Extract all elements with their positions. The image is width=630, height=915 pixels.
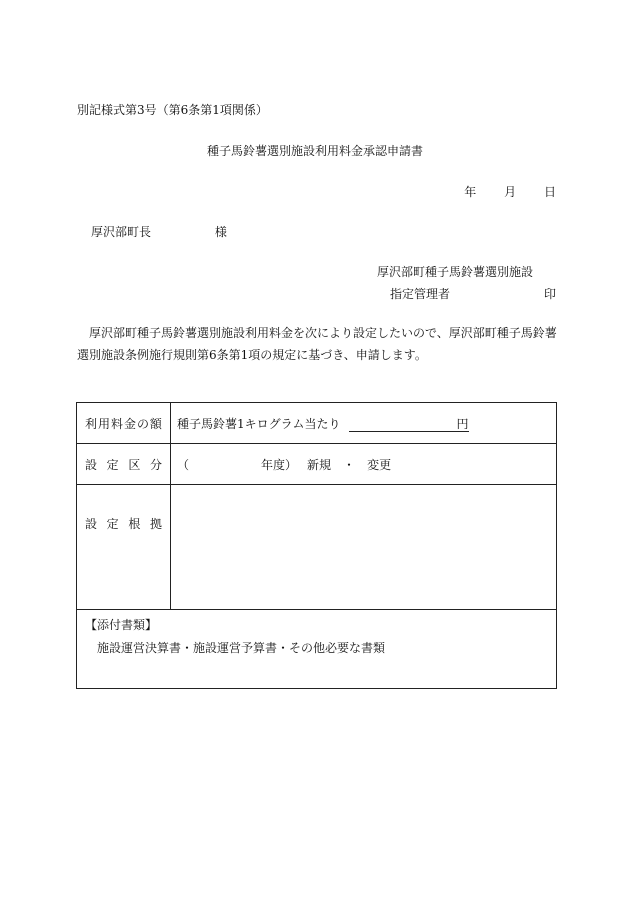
fee-unit: 円 <box>456 416 469 431</box>
date-line <box>440 183 556 200</box>
category-year-unit: 年度） <box>261 457 298 472</box>
date-year-label: 年 <box>464 185 477 199</box>
form-reference: 別記様式第3号（第6条第1項関係） <box>77 103 268 117</box>
basis-label <box>77 485 171 610</box>
fee-value-cell[interactable] <box>171 403 557 444</box>
category-label-char: 設 <box>85 457 98 472</box>
fee-amount-blank[interactable] <box>349 419 457 432</box>
seal-mark: 印 <box>543 287 556 301</box>
document-title: 種子馬鈴薯選別施設利用料金承認申請書 <box>206 144 423 158</box>
application-form-table <box>76 402 557 689</box>
category-label-char: 分 <box>149 457 162 472</box>
basis-label-char: 定 <box>106 517 119 531</box>
attachments-row <box>77 610 557 689</box>
category-label-char: 定 <box>106 457 119 472</box>
category-open-paren: （ <box>177 457 190 472</box>
application-body-text: 厚沢部町種子馬鈴薯選別施設利用料金を次により設定したいので、厚沢部町種子馬鈴薯選別施設条例施行規則第6条第1項の規定に基づき、申請します。 <box>77 326 557 362</box>
basis-label-char: 根 <box>128 517 141 531</box>
attachments-cell <box>77 610 557 689</box>
applicant-manager <box>390 285 556 302</box>
fee-label-char: 利 <box>85 416 98 431</box>
addressee-honorific: 様 <box>214 225 227 239</box>
attachments-heading: 【添付書類】 <box>85 618 158 632</box>
category-separator: ・ <box>343 457 356 472</box>
fee-label-char: 金 <box>123 416 136 431</box>
fee-label-char: の <box>136 416 149 431</box>
basis-label-char: 設 <box>85 517 98 531</box>
basis-label-char: 拠 <box>149 517 162 531</box>
fee-label-char: 用 <box>97 416 110 431</box>
basis-value-cell[interactable] <box>171 485 557 610</box>
fee-label <box>77 403 171 444</box>
addressee <box>91 223 227 240</box>
fee-row <box>77 403 557 444</box>
addressee-name: 厚沢部町長 <box>91 225 152 239</box>
fee-prefix: 種子馬鈴薯1キログラム当たり <box>177 416 341 431</box>
category-label <box>77 444 171 485</box>
category-label-char: 区 <box>128 457 141 472</box>
date-day-label: 日 <box>543 185 556 199</box>
fee-label-char: 額 <box>149 416 162 431</box>
category-option-change[interactable]: 変更 <box>367 457 392 472</box>
category-option-new[interactable]: 新規 <box>307 457 332 472</box>
applicant-facility: 厚沢部町種子馬鈴薯選別施設 <box>377 265 534 279</box>
category-row <box>77 444 557 485</box>
fee-label-char: 料 <box>110 416 123 431</box>
category-value-cell[interactable] <box>171 444 557 485</box>
date-month-label: 月 <box>504 185 517 199</box>
manager-label: 指定管理者 <box>390 287 451 301</box>
attachments-items: 施設運営決算書・施設運営予算書・その他必要な書類 <box>97 641 386 655</box>
basis-row <box>77 485 557 610</box>
